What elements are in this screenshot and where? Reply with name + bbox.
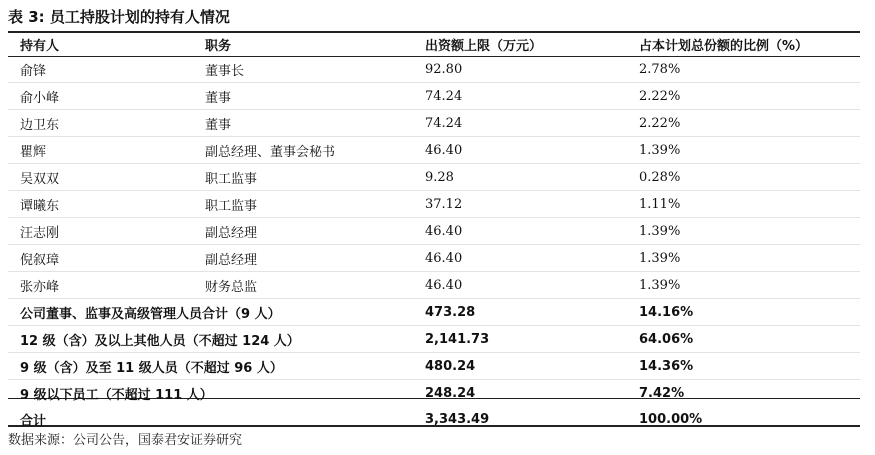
position-cell: 职工监事: [193, 191, 413, 218]
amount-cell: 46.40: [413, 218, 627, 245]
table-row: [8, 164, 860, 191]
table-row: [8, 83, 860, 110]
ratio-cell: 1.39%: [627, 272, 860, 299]
holder-cell: 吴双双: [8, 164, 193, 191]
total-ratio-cell: 100.00%: [639, 411, 703, 427]
ratio-cell: 0.28%: [627, 164, 860, 191]
group-label-cell: 公司董事、监事及高级管理人员合计（9 人）: [8, 299, 413, 326]
holders-table: [8, 33, 860, 432]
amount-cell: 37.12: [413, 191, 627, 218]
amount-cell: 74.24: [413, 83, 627, 110]
amount-cell: 473.28: [413, 299, 627, 326]
holder-cell: 俞锋: [8, 56, 193, 83]
position-cell: 董事: [193, 110, 413, 137]
position-cell: 副总经理、董事会秘书: [193, 137, 413, 164]
column-header-ratio: 占本计划总份额的比例（%）: [639, 39, 809, 54]
holder-cell: 俞小峰: [8, 83, 193, 110]
ratio-cell: 1.11%: [627, 191, 860, 218]
holder-cell: 瞿辉: [8, 137, 193, 164]
table-row: [8, 272, 860, 299]
ratio-cell: 2.78%: [627, 56, 860, 83]
group-row: [8, 326, 860, 353]
group-row: [8, 353, 860, 380]
amount-cell: 46.40: [413, 245, 627, 272]
amount-cell: 9.28: [413, 164, 627, 191]
amount-cell: 248.24: [425, 385, 476, 401]
ratio-cell: 1.39%: [627, 137, 860, 164]
amount-cell: 480.24: [413, 353, 627, 380]
position-cell: 财务总监: [193, 272, 413, 299]
ratio-cell: 1.39%: [627, 218, 860, 245]
holder-cell: 谭曦东: [8, 191, 193, 218]
position-cell: 副总经理: [193, 245, 413, 272]
source-note: 数据来源：公司公告，国泰君安证券研究: [8, 433, 243, 448]
ratio-cell: 2.22%: [627, 83, 860, 110]
group-label-cell: 9 级（含）及至 11 级人员（不超过 96 人）: [8, 353, 413, 380]
table-row: [8, 137, 860, 164]
ratio-cell: 2.22%: [627, 110, 860, 137]
position-cell: 董事: [193, 83, 413, 110]
column-header-position: 职务: [205, 39, 232, 54]
total-label-cell: 合计: [20, 413, 47, 429]
position-cell: 职工监事: [193, 164, 413, 191]
table-row: [8, 56, 860, 83]
header-row: [8, 33, 860, 56]
amount-cell: 2,141.73: [413, 326, 627, 353]
group-label-cell: 12 级（含）及以上其他人员（不超过 124 人）: [8, 326, 413, 353]
ratio-cell: 7.42%: [639, 385, 685, 401]
group-row: [8, 299, 860, 326]
table-title: 表 3: 员工持股计划的持有人情况: [8, 8, 230, 26]
position-cell: 副总经理: [193, 218, 413, 245]
column-header-holder: 持有人: [20, 39, 60, 54]
group-row: [8, 380, 860, 407]
ratio-cell: 64.06%: [627, 326, 860, 353]
position-cell: 董事长: [193, 56, 413, 83]
table-row: [8, 191, 860, 218]
amount-cell: 46.40: [413, 272, 627, 299]
table-row: [8, 245, 860, 272]
table-row: [8, 218, 860, 245]
group-label-cell: 9 级以下员工（不超过 111 人）: [20, 387, 213, 403]
total-row: [8, 406, 860, 432]
table-row: [8, 110, 860, 137]
holder-cell: 汪志刚: [8, 218, 193, 245]
amount-cell: 46.40: [413, 137, 627, 164]
amount-cell: 74.24: [413, 110, 627, 137]
total-amount-cell: 3,343.49: [425, 411, 490, 427]
holder-cell: 张亦峰: [8, 272, 193, 299]
holder-cell: 倪叙璋: [8, 245, 193, 272]
ratio-cell: 14.16%: [627, 299, 860, 326]
amount-cell: 92.80: [413, 56, 627, 83]
ratio-cell: 14.36%: [627, 353, 860, 380]
column-header-amount: 出资额上限（万元）: [425, 39, 543, 54]
ratio-cell: 1.39%: [627, 245, 860, 272]
holder-cell: 边卫东: [8, 110, 193, 137]
